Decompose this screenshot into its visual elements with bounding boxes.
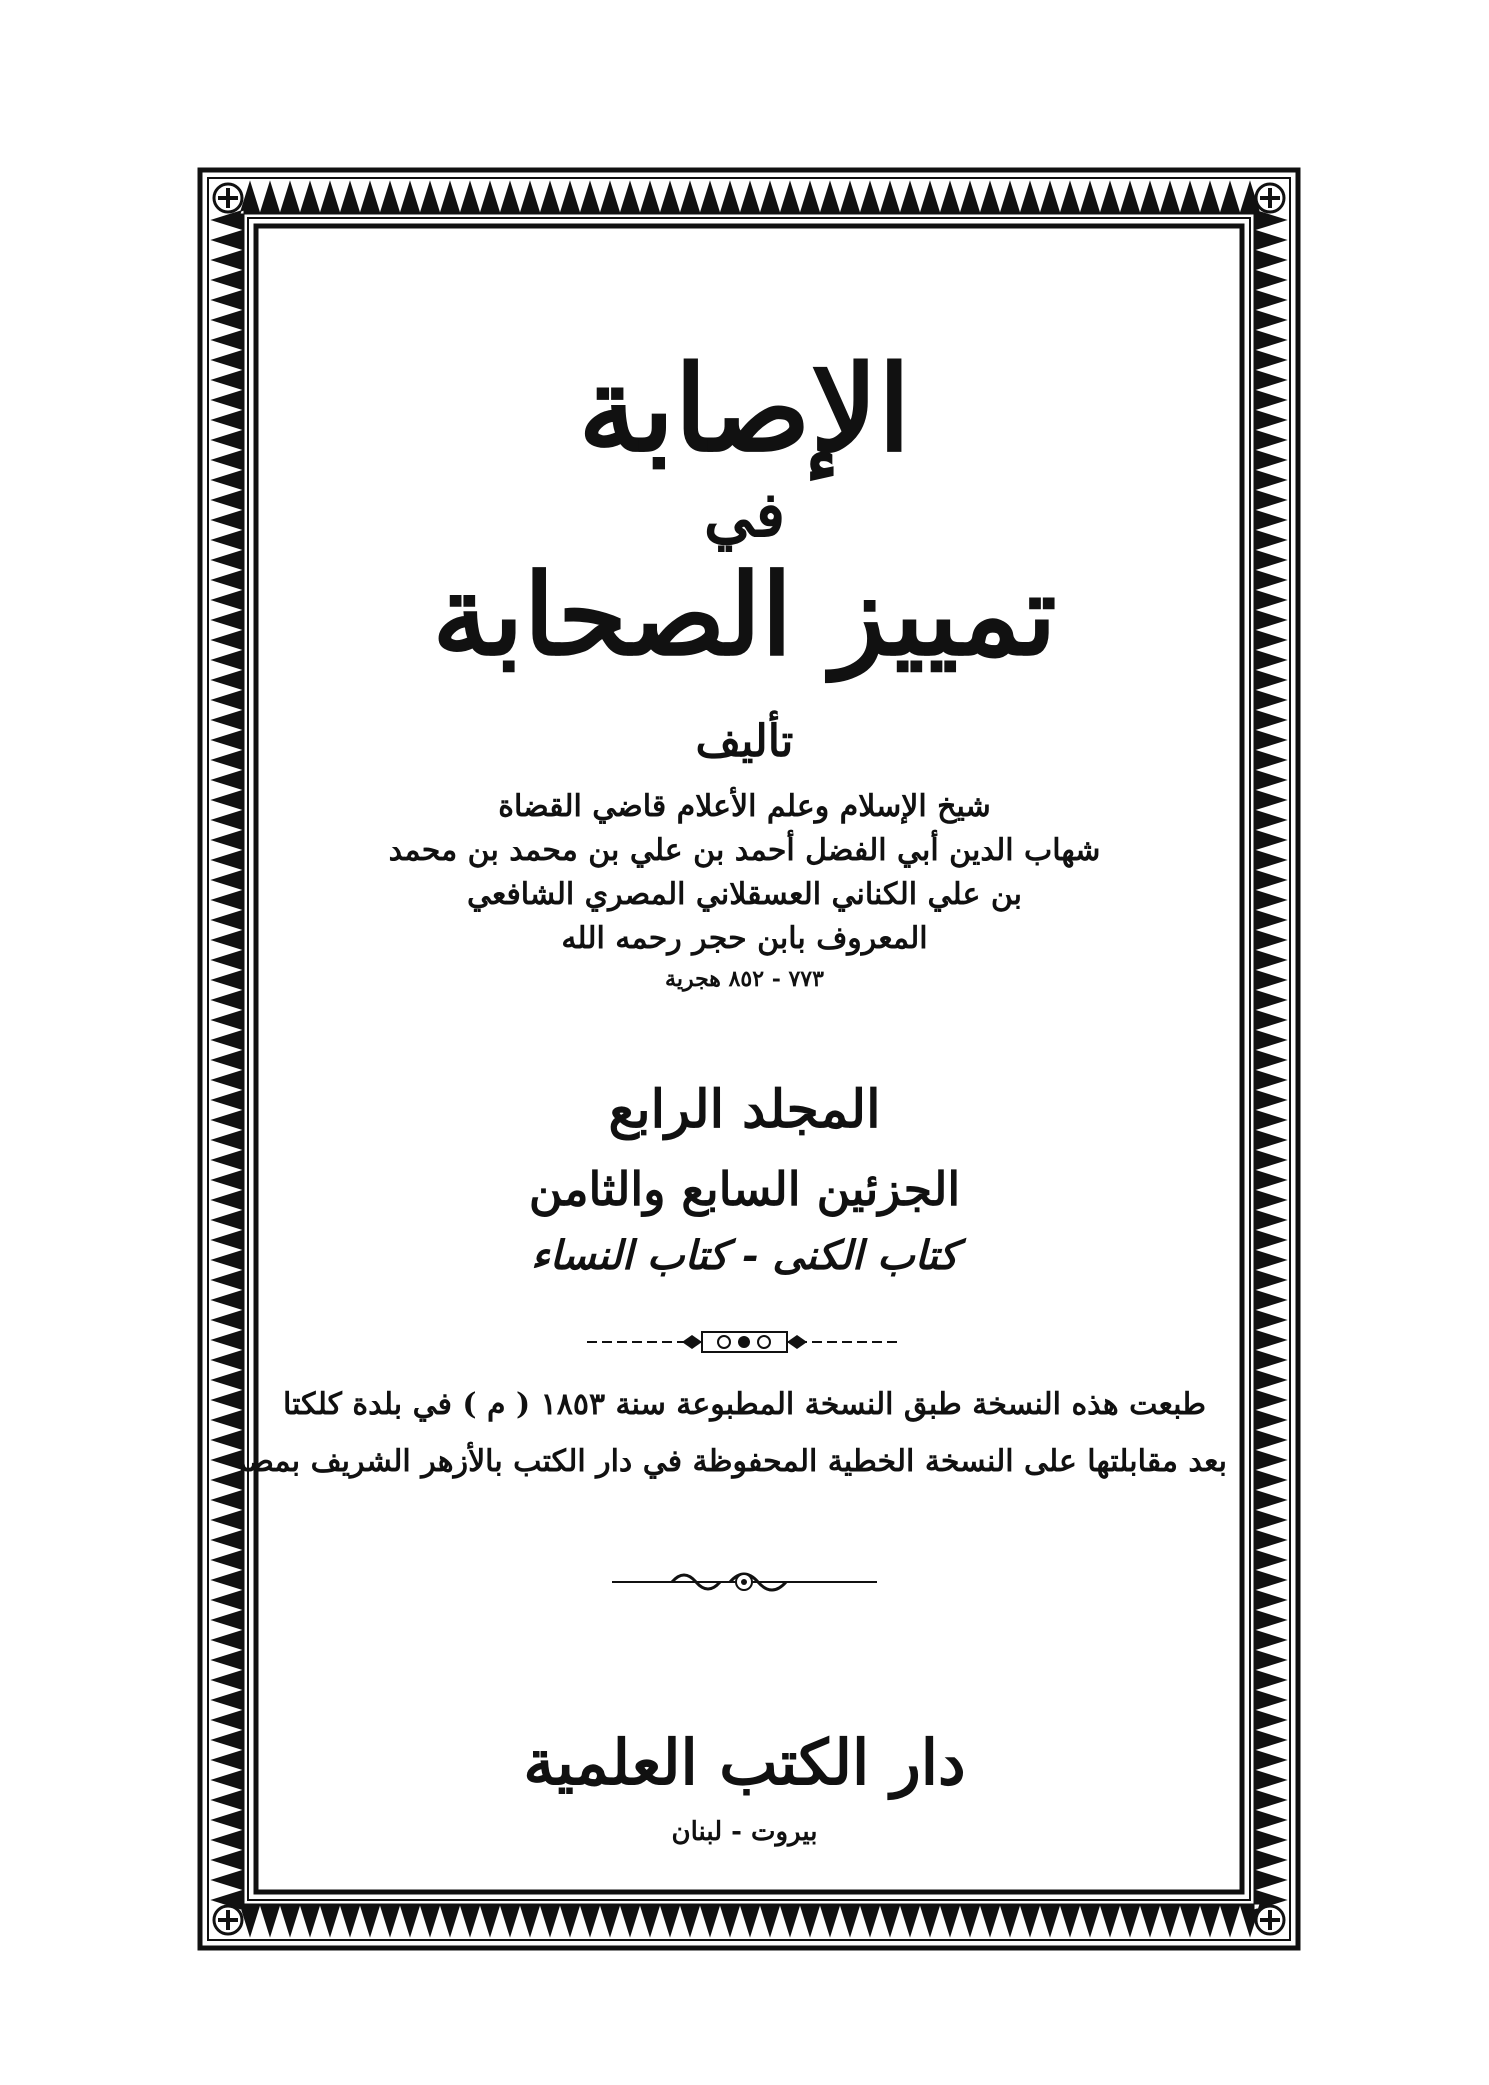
page-content <box>231 264 1227 1884</box>
volume-parts: الجزئين السابع والثامن <box>528 1162 961 1216</box>
volume-label: المجلد الرابع <box>608 1079 881 1140</box>
title-line-2: في <box>703 478 786 551</box>
author-line-3: بن علي الكناني العسقلاني المصري الشافعي <box>466 877 1023 912</box>
author-heading: تأليف <box>695 716 794 767</box>
volume-books: كتاب الكنى - كتاب النساء <box>530 1232 959 1279</box>
ornament-divider-bottom <box>262 1567 1227 1597</box>
printing-note-line-1: طبعت هذه النسخة طبق النسخة المطبوعة سنة ١٨٥٣ ( م ) في بلدة كلكتا <box>282 1387 1207 1422</box>
title-line-3: تمييز الصحابة <box>432 550 1057 681</box>
printing-note-line-2: بعد مقابلتها على النسخة الخطية المحفوظة في دار الكتب بالأزهر الشريف بمصر <box>231 1444 1227 1479</box>
title-line-1: الإصابة <box>578 339 911 478</box>
publisher-name: دار الكتب العلمية <box>523 1726 966 1799</box>
author-line-4: المعروف بابن حجر رحمه الله <box>561 921 928 956</box>
author-line-2: شهاب الدين أبي الفضل أحمد بن علي بن محمد بن محمد <box>388 833 1101 868</box>
publisher-place: بيروت - لبنان <box>671 1817 818 1847</box>
author-line-1: شيخ الإسلام وعلم الأعلام قاضي القضاة <box>498 789 991 824</box>
ornament-divider-top <box>262 1327 1227 1357</box>
author-years: ٧٧٣ - ٨٥٢ هجرية <box>665 966 824 992</box>
